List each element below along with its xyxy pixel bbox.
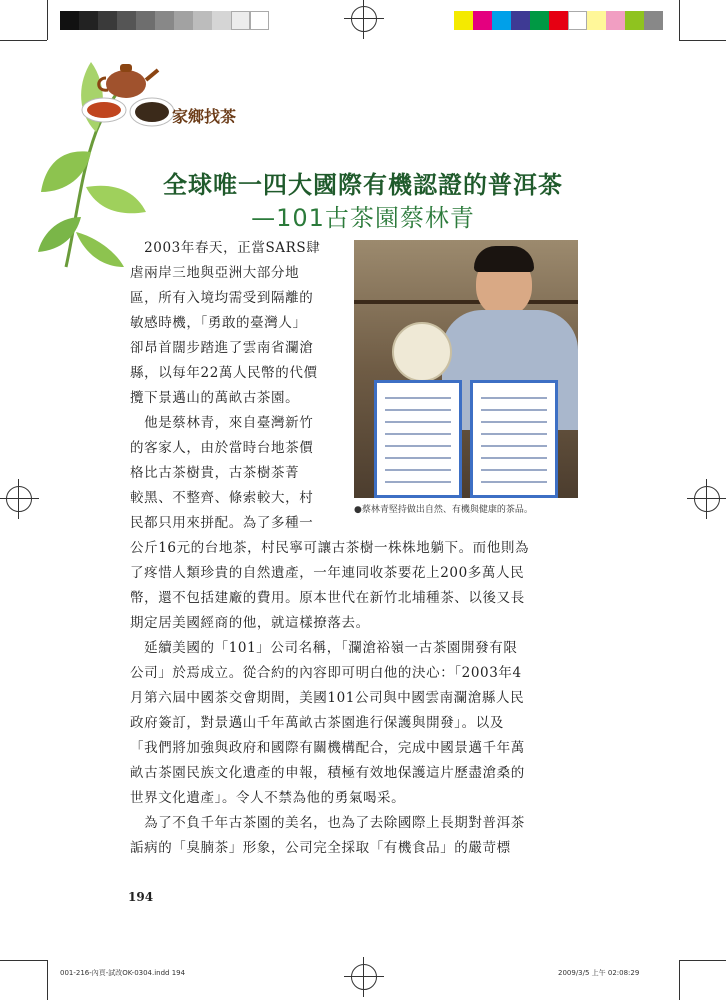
text-line: 民都只用來拼配。為了多種一 xyxy=(130,515,314,531)
crop-mark xyxy=(0,40,47,41)
photo-certificate-left xyxy=(374,380,462,498)
text-line: 畝古茶園民族文化遺產的申報，積極有效地保護這片歷盡滄桑的 xyxy=(130,765,525,781)
body-text-narrow xyxy=(130,236,320,536)
text-line: 了疼惜人類珍貴的自然遺產，一年連同收茶要花上200多萬人民 xyxy=(130,565,525,581)
photo-tea-farmer-with-certificates xyxy=(354,240,578,498)
text-line: 「我們將加強與政府和國際有關機構配合，完成中國景邁千年萬 xyxy=(130,740,525,756)
text-line: 詬病的「臭腩茶」形象，公司完全採取「有機食品」的嚴苛標 xyxy=(130,840,511,856)
page-title: 全球唯一四大國際有機認證的普洱茶 xyxy=(163,171,563,199)
photo-certificate-right xyxy=(470,380,558,498)
text-line: 攬下景邁山的萬畝古茶園。 xyxy=(130,390,300,406)
tea-leaves-bowl-icon xyxy=(128,94,176,130)
page-subtitle: —101古茶園蔡林青 xyxy=(251,204,475,232)
registration-mark-right xyxy=(694,486,720,512)
crop-mark xyxy=(679,40,726,41)
text-line: 區，所有入境均需受到隔離的 xyxy=(130,290,314,306)
text-line: 期定居美國經商的他，就這樣撩落去。 xyxy=(130,615,370,631)
text-line: 敏感時機，「勇敢的臺灣人」 xyxy=(130,315,307,331)
text-line: 縣，以每年22萬人民幣的代價 xyxy=(130,365,318,381)
text-line: 為了不負千年古茶園的美名，也為了去除國際上長期對普洱茶 xyxy=(130,815,525,831)
text-line: 卻昂首闊步踏進了雲南省瀾滄 xyxy=(130,340,314,356)
text-line: 格比古茶樹貴，古茶樹茶菁 xyxy=(130,465,300,481)
registration-mark-bottom xyxy=(351,964,377,990)
crop-mark xyxy=(679,960,726,961)
text-line: 月第六屆中國茶交會期間，美國101公司與中國雲南瀾滄縣人民 xyxy=(130,690,525,706)
crop-mark xyxy=(679,960,680,1000)
text-line: 公司」於焉成立。從合約的內容即可明白他的決心：「2003年4 xyxy=(130,665,522,681)
text-line: 世界文化遺產」。令人不禁為他的勇氣喝采。 xyxy=(130,790,406,806)
crop-mark xyxy=(679,0,680,40)
file-slug: 001-216-內頁-試改OK-0304.indd 194 xyxy=(60,969,186,977)
photo-tea-cake xyxy=(392,322,452,382)
text-line: 較黑、不整齊、條索較大，村 xyxy=(130,490,314,506)
text-line: 幣，還不包括建廠的費用。原本世代在新竹北埔種茶、以後又長 xyxy=(130,590,525,606)
photo-caption: ●蔡林青堅持做出自然、有機與健康的茶品。 xyxy=(354,505,533,515)
crop-mark xyxy=(0,960,47,961)
print-timestamp: 2009/3/5 上午 02:08:29 xyxy=(558,969,640,977)
text-line: 虐兩岸三地與亞洲大部分地 xyxy=(130,265,300,281)
crop-mark xyxy=(47,960,48,1000)
text-line: 延續美國的「101」公司名稱，「瀾滄裕嶺一古茶園開發有限 xyxy=(130,640,518,656)
text-line: 政府簽訂，對景邁山千年萬畝古茶園進行保護與開發」。以及 xyxy=(130,715,504,731)
photo-shelf xyxy=(354,300,578,304)
text-line: 2003年春天，正當SARS肆 xyxy=(130,240,321,256)
column-label: 家鄉找茶 xyxy=(172,107,237,126)
tea-cup-icon xyxy=(80,96,128,130)
photo-person-hair xyxy=(474,246,534,272)
registration-mark-left xyxy=(6,486,32,512)
registration-mark-top xyxy=(351,6,377,32)
text-line: 的客家人，由於當時台地茶價 xyxy=(130,440,314,456)
text-line: 公斤16元的台地茶，村民寧可讓古茶樹一株株地躺下。而他則為 xyxy=(130,540,530,556)
body-text-wide xyxy=(130,536,529,861)
text-line: 他是蔡林青，來自臺灣新竹 xyxy=(130,415,314,431)
page-number: 194 xyxy=(128,890,154,904)
crop-mark xyxy=(47,0,48,40)
